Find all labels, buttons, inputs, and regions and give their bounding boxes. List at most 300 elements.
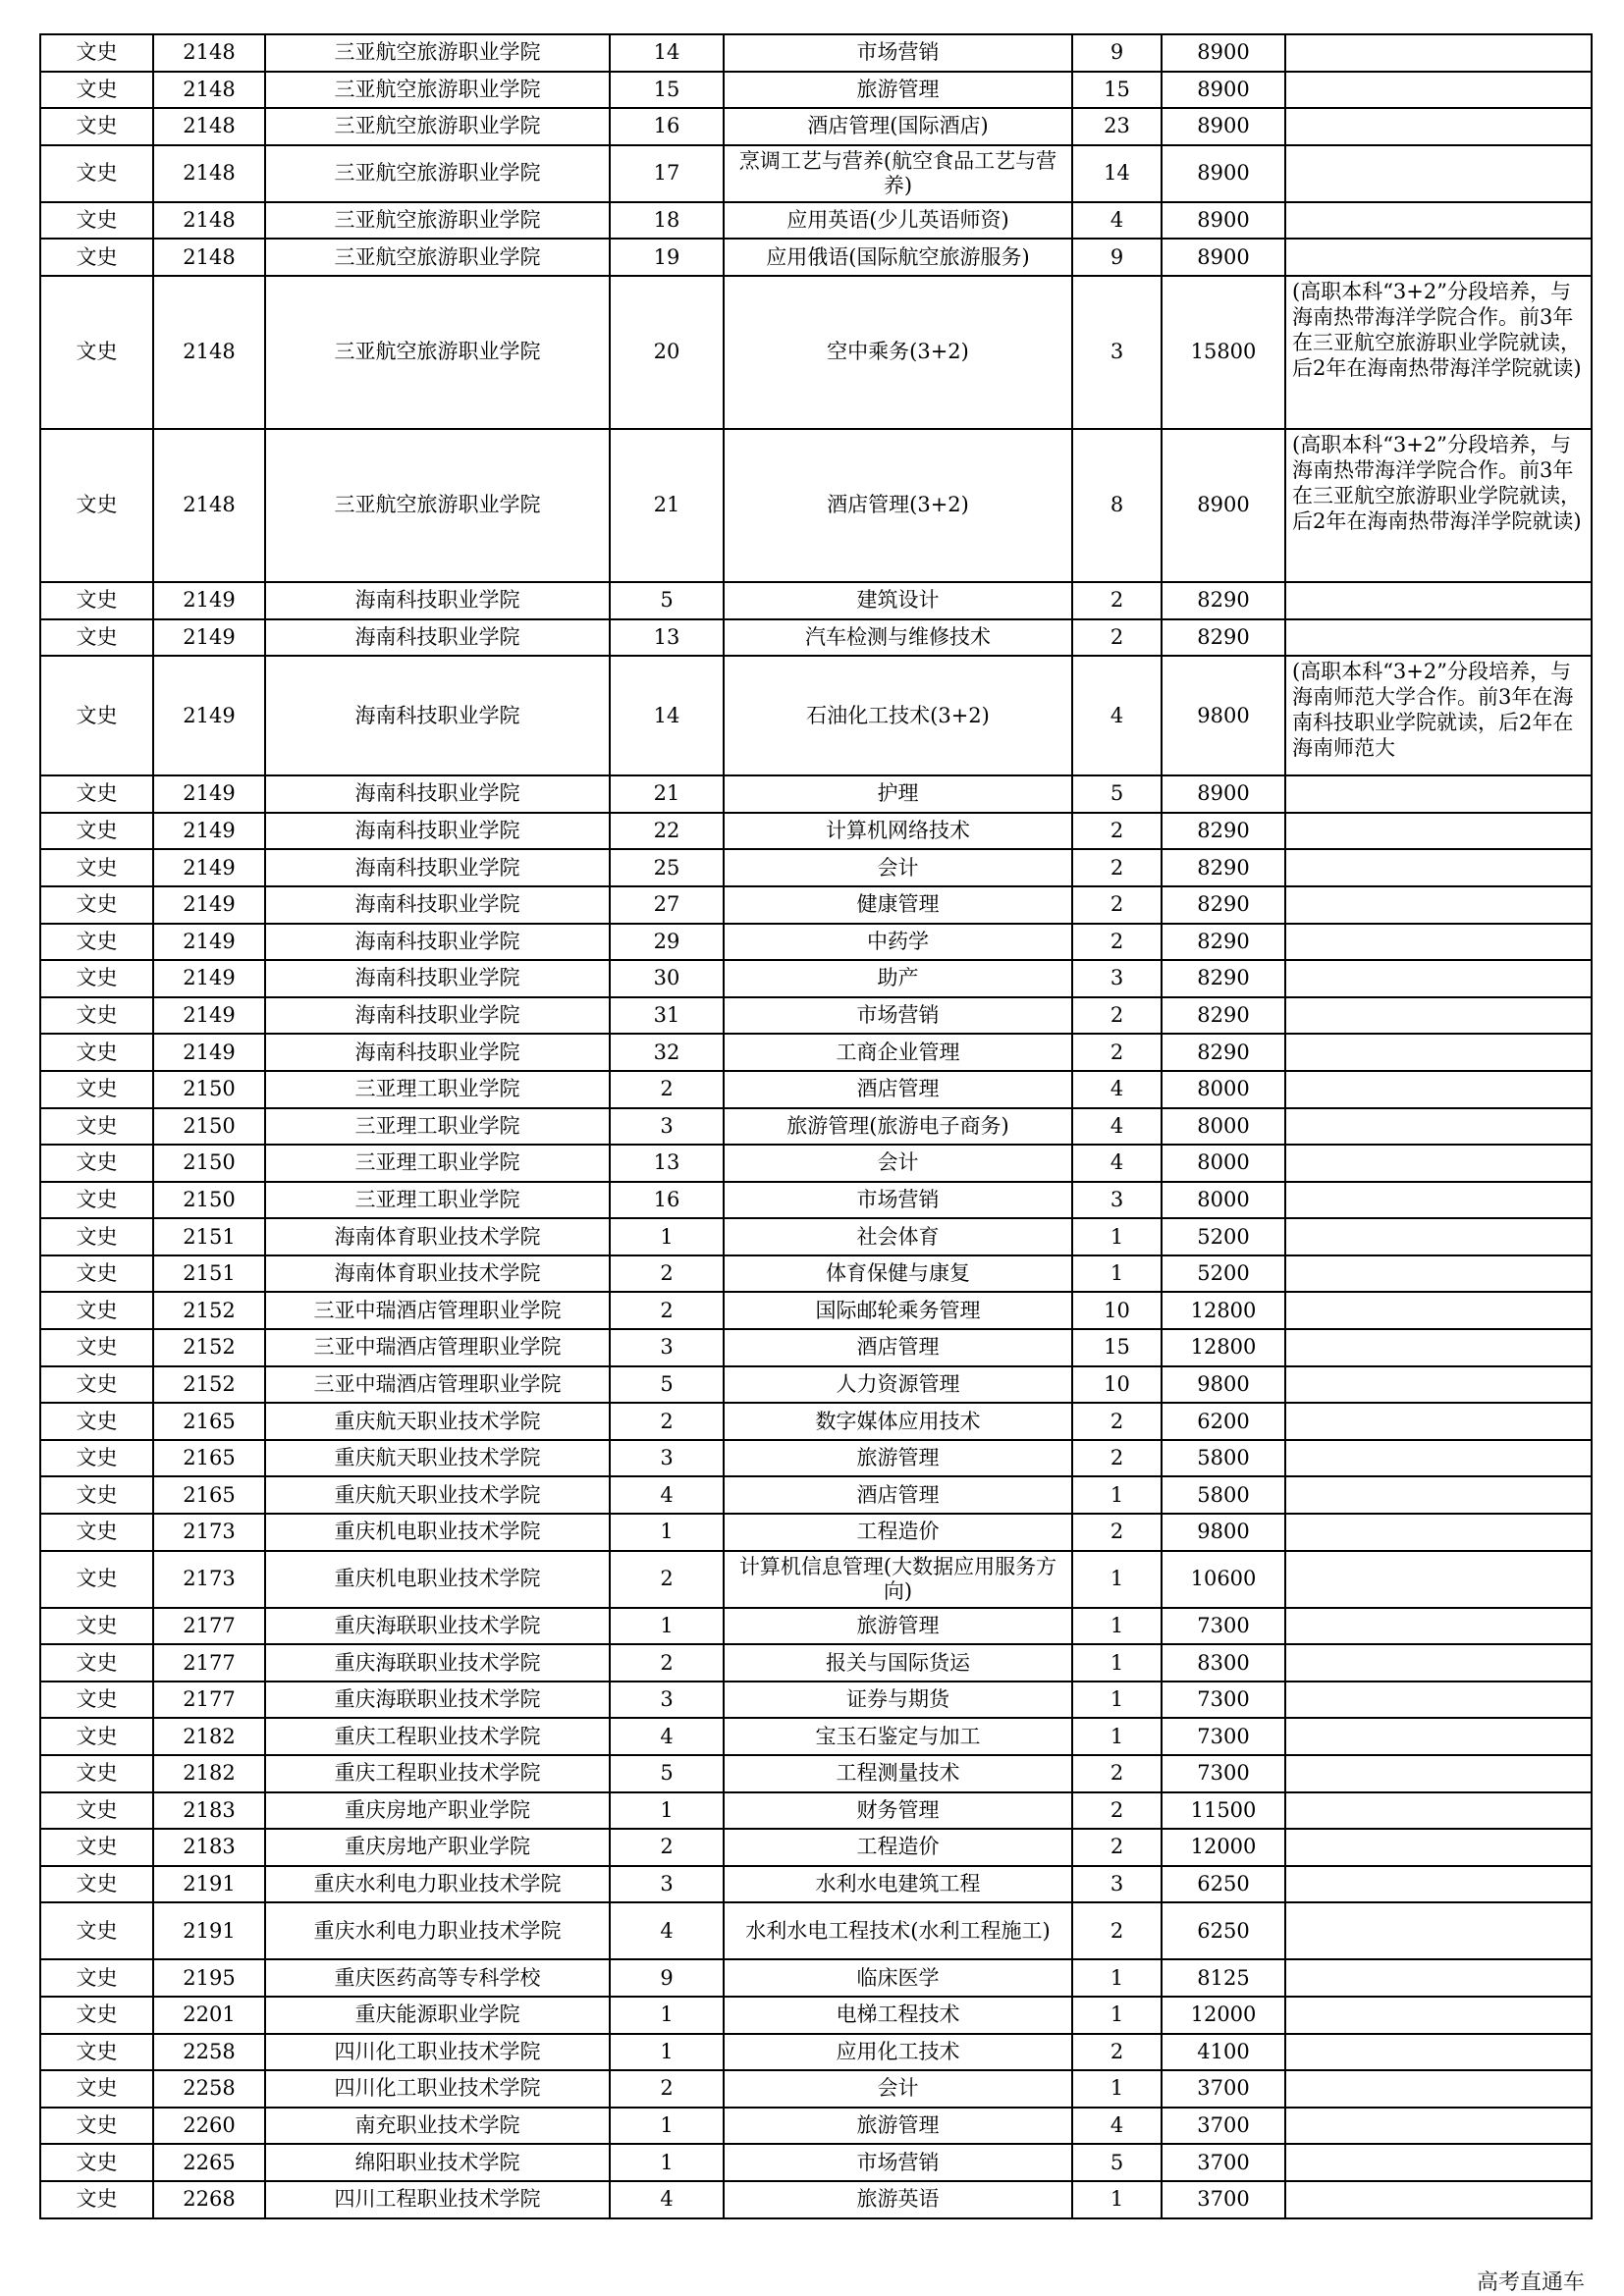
school-name-cell: 南充职业技术学院 <box>265 2108 610 2145</box>
remark-cell <box>1285 239 1592 276</box>
school-name-cell: 海南科技职业学院 <box>265 1034 610 1071</box>
plan-count-cell: 2 <box>1072 1034 1162 1071</box>
school-code-cell: 2151 <box>153 1218 265 1255</box>
school-name-cell: 重庆机电职业技术学院 <box>265 1514 610 1551</box>
plan-count-cell: 3 <box>1072 276 1162 429</box>
table-row <box>40 1514 1592 1551</box>
table-row <box>40 1476 1592 1514</box>
category-cell: 文史 <box>40 2108 153 2145</box>
major-name-cell: 工程造价 <box>724 1514 1072 1551</box>
school-name-cell: 三亚航空旅游职业学院 <box>265 276 610 429</box>
major-code-cell: 2 <box>610 1644 724 1682</box>
table-row <box>40 1902 1592 1959</box>
table-row <box>40 813 1592 850</box>
major-name-cell: 市场营销 <box>724 997 1072 1035</box>
major-name-cell: 工程测量技术 <box>724 1755 1072 1792</box>
major-code-cell: 3 <box>610 1440 724 1477</box>
category-cell: 文史 <box>40 960 153 997</box>
plan-count-cell: 2 <box>1072 1829 1162 1866</box>
school-name-cell: 海南科技职业学院 <box>265 849 610 886</box>
major-name-cell: 工商企业管理 <box>724 1034 1072 1071</box>
school-name-cell: 海南科技职业学院 <box>265 960 610 997</box>
major-name-cell: 旅游管理(旅游电子商务) <box>724 1108 1072 1146</box>
tuition-cell: 8125 <box>1162 1959 1285 1997</box>
major-code-cell: 1 <box>610 2034 724 2071</box>
tuition-cell: 3700 <box>1162 2181 1285 2218</box>
tuition-cell: 5800 <box>1162 1440 1285 1477</box>
major-name-cell: 酒店管理(国际酒店) <box>724 108 1072 145</box>
school-name-cell: 重庆海联职业技术学院 <box>265 1608 610 1645</box>
major-name-cell: 旅游管理 <box>724 1608 1072 1645</box>
category-cell: 文史 <box>40 1034 153 1071</box>
major-code-cell: 16 <box>610 1182 724 1219</box>
tuition-cell: 8900 <box>1162 72 1285 109</box>
plan-count-cell: 1 <box>1072 1682 1162 1719</box>
school-code-cell: 2177 <box>153 1644 265 1682</box>
major-name-cell: 酒店管理 <box>724 1071 1072 1108</box>
table-row <box>40 775 1592 813</box>
plan-count-cell: 1 <box>1072 1997 1162 2034</box>
school-code-cell: 2148 <box>153 108 265 145</box>
major-name-cell: 市场营销 <box>724 2144 1072 2181</box>
major-name-cell: 汽车检测与维修技术 <box>724 619 1072 657</box>
tuition-cell: 8290 <box>1162 849 1285 886</box>
remark-cell: (高职本科“3+2”分段培养，与海南师范大学合作。前3年在海南科技职业学院就读，后2年在海南师范大 <box>1285 656 1592 775</box>
remark-cell <box>1285 1551 1592 1608</box>
tuition-cell: 8290 <box>1162 813 1285 850</box>
category-cell: 文史 <box>40 1997 153 2034</box>
major-name-cell: 建筑设计 <box>724 582 1072 619</box>
tuition-cell: 8900 <box>1162 34 1285 72</box>
major-code-cell: 3 <box>610 1329 724 1366</box>
remark-cell <box>1285 1182 1592 1219</box>
school-code-cell: 2149 <box>153 960 265 997</box>
school-name-cell: 海南科技职业学院 <box>265 582 610 619</box>
major-name-cell: 应用化工技术 <box>724 2034 1072 2071</box>
remark-cell <box>1285 1476 1592 1514</box>
school-code-cell: 2148 <box>153 145 265 202</box>
plan-count-cell: 2 <box>1072 813 1162 850</box>
tuition-cell: 12800 <box>1162 1292 1285 1329</box>
table-row <box>40 145 1592 202</box>
school-name-cell: 三亚理工职业学院 <box>265 1108 610 1146</box>
school-name-cell: 三亚航空旅游职业学院 <box>265 145 610 202</box>
major-code-cell: 19 <box>610 239 724 276</box>
remark-cell <box>1285 1644 1592 1682</box>
school-name-cell: 三亚理工职业学院 <box>265 1071 610 1108</box>
plan-count-cell: 2 <box>1072 886 1162 924</box>
school-name-cell: 海南科技职业学院 <box>265 997 610 1035</box>
tuition-cell: 8900 <box>1162 775 1285 813</box>
major-name-cell: 旅游管理 <box>724 2108 1072 2145</box>
category-cell: 文史 <box>40 1829 153 1866</box>
remark-cell <box>1285 1440 1592 1477</box>
tuition-cell: 7300 <box>1162 1718 1285 1755</box>
table-row <box>40 1292 1592 1329</box>
major-name-cell: 计算机信息管理(大数据应用服务方向) <box>724 1551 1072 1608</box>
school-code-cell: 2148 <box>153 239 265 276</box>
major-name-cell: 市场营销 <box>724 1182 1072 1219</box>
category-cell: 文史 <box>40 2070 153 2108</box>
tuition-cell: 10600 <box>1162 1551 1285 1608</box>
school-name-cell: 三亚航空旅游职业学院 <box>265 72 610 109</box>
tuition-cell: 8290 <box>1162 886 1285 924</box>
table-row <box>40 619 1592 657</box>
table-row <box>40 960 1592 997</box>
remark-cell <box>1285 1608 1592 1645</box>
remark-cell <box>1285 1755 1592 1792</box>
major-code-cell: 5 <box>610 1755 724 1792</box>
tuition-cell: 7300 <box>1162 1608 1285 1645</box>
major-name-cell: 工程造价 <box>724 1829 1072 1866</box>
major-code-cell: 29 <box>610 924 724 961</box>
plan-count-cell: 1 <box>1072 1218 1162 1255</box>
major-code-cell: 18 <box>610 202 724 240</box>
school-code-cell: 2165 <box>153 1440 265 1477</box>
school-code-cell: 2182 <box>153 1718 265 1755</box>
school-code-cell: 2150 <box>153 1145 265 1182</box>
table-row <box>40 582 1592 619</box>
remark-cell <box>1285 775 1592 813</box>
school-name-cell: 海南科技职业学院 <box>265 924 610 961</box>
category-cell: 文史 <box>40 2181 153 2218</box>
plan-count-cell: 4 <box>1072 1108 1162 1146</box>
table-row <box>40 2144 1592 2181</box>
category-cell: 文史 <box>40 202 153 240</box>
remark-cell <box>1285 72 1592 109</box>
plan-count-cell: 4 <box>1072 656 1162 775</box>
major-code-cell: 5 <box>610 1366 724 1404</box>
major-name-cell: 旅游管理 <box>724 1440 1072 1477</box>
category-cell: 文史 <box>40 72 153 109</box>
plan-count-cell: 2 <box>1072 849 1162 886</box>
plan-count-cell: 2 <box>1072 1755 1162 1792</box>
tuition-cell: 6250 <box>1162 1866 1285 1903</box>
plan-count-cell: 1 <box>1072 2181 1162 2218</box>
table-row <box>40 1108 1592 1146</box>
plan-count-cell: 2 <box>1072 997 1162 1035</box>
category-cell: 文史 <box>40 924 153 961</box>
major-name-cell: 宝玉石鉴定与加工 <box>724 1718 1072 1755</box>
major-code-cell: 13 <box>610 1145 724 1182</box>
school-code-cell: 2195 <box>153 1959 265 1997</box>
plan-count-cell: 2 <box>1072 1792 1162 1830</box>
remark-cell <box>1285 960 1592 997</box>
tuition-cell: 7300 <box>1162 1682 1285 1719</box>
remark-cell <box>1285 108 1592 145</box>
category-cell: 文史 <box>40 239 153 276</box>
category-cell: 文史 <box>40 1403 153 1440</box>
table-row <box>40 1366 1592 1404</box>
remark-cell <box>1285 886 1592 924</box>
school-code-cell: 2149 <box>153 886 265 924</box>
school-name-cell: 海南科技职业学院 <box>265 775 610 813</box>
tuition-cell: 8300 <box>1162 1644 1285 1682</box>
tuition-cell: 8900 <box>1162 145 1285 202</box>
category-cell: 文史 <box>40 145 153 202</box>
remark-cell <box>1285 1108 1592 1146</box>
major-name-cell: 人力资源管理 <box>724 1366 1072 1404</box>
category-cell: 文史 <box>40 656 153 775</box>
school-code-cell: 2150 <box>153 1108 265 1146</box>
school-code-cell: 2183 <box>153 1829 265 1866</box>
plan-count-cell: 3 <box>1072 960 1162 997</box>
major-code-cell: 21 <box>610 775 724 813</box>
school-code-cell: 2177 <box>153 1682 265 1719</box>
major-code-cell: 4 <box>610 1718 724 1755</box>
tuition-cell: 12000 <box>1162 1829 1285 1866</box>
table-row <box>40 924 1592 961</box>
remark-cell <box>1285 1718 1592 1755</box>
table-row <box>40 1255 1592 1293</box>
remark-cell <box>1285 1145 1592 1182</box>
school-name-cell: 三亚理工职业学院 <box>265 1182 610 1219</box>
major-name-cell: 电梯工程技术 <box>724 1997 1072 2034</box>
major-name-cell: 应用俄语(国际航空旅游服务) <box>724 239 1072 276</box>
major-code-cell: 2 <box>610 1255 724 1293</box>
category-cell: 文史 <box>40 1476 153 1514</box>
tuition-cell: 3700 <box>1162 2108 1285 2145</box>
category-cell: 文史 <box>40 1608 153 1645</box>
table-row <box>40 1034 1592 1071</box>
plan-count-cell: 2 <box>1072 582 1162 619</box>
table-row <box>40 34 1592 72</box>
plan-count-cell: 23 <box>1072 108 1162 145</box>
school-code-cell: 2152 <box>153 1366 265 1404</box>
category-cell: 文史 <box>40 1644 153 1682</box>
school-name-cell: 重庆海联职业技术学院 <box>265 1682 610 1719</box>
table-row <box>40 1755 1592 1792</box>
major-code-cell: 25 <box>610 849 724 886</box>
category-cell: 文史 <box>40 108 153 145</box>
table-row <box>40 1644 1592 1682</box>
remark-cell <box>1285 1403 1592 1440</box>
major-code-cell: 32 <box>610 1034 724 1071</box>
plan-count-cell: 1 <box>1072 1608 1162 1645</box>
category-cell: 文史 <box>40 34 153 72</box>
tuition-cell: 4100 <box>1162 2034 1285 2071</box>
remark-cell <box>1285 849 1592 886</box>
plan-count-cell: 2 <box>1072 1403 1162 1440</box>
remark-cell <box>1285 1959 1592 1997</box>
tuition-cell: 11500 <box>1162 1792 1285 1830</box>
major-name-cell: 健康管理 <box>724 886 1072 924</box>
major-code-cell: 1 <box>610 1608 724 1645</box>
major-code-cell: 13 <box>610 619 724 657</box>
remark-cell <box>1285 924 1592 961</box>
major-name-cell: 旅游英语 <box>724 2181 1072 2218</box>
category-cell: 文史 <box>40 1755 153 1792</box>
plan-count-cell: 1 <box>1072 1718 1162 1755</box>
major-name-cell: 旅游管理 <box>724 72 1072 109</box>
remark-cell <box>1285 2144 1592 2181</box>
remark-cell <box>1285 2181 1592 2218</box>
major-name-cell: 社会体育 <box>724 1218 1072 1255</box>
table-row <box>40 239 1592 276</box>
school-code-cell: 2148 <box>153 72 265 109</box>
school-name-cell: 重庆水利电力职业技术学院 <box>265 1902 610 1959</box>
major-code-cell: 3 <box>610 1682 724 1719</box>
tuition-cell: 8900 <box>1162 202 1285 240</box>
major-name-cell: 空中乘务(3+2) <box>724 276 1072 429</box>
major-name-cell: 护理 <box>724 775 1072 813</box>
major-name-cell: 市场营销 <box>724 34 1072 72</box>
category-cell: 文史 <box>40 1218 153 1255</box>
remark-cell <box>1285 1792 1592 1830</box>
school-name-cell: 重庆工程职业技术学院 <box>265 1755 610 1792</box>
tuition-cell: 3700 <box>1162 2144 1285 2181</box>
remark-cell <box>1285 1902 1592 1959</box>
category-cell: 文史 <box>40 997 153 1035</box>
category-cell: 文史 <box>40 1514 153 1551</box>
school-name-cell: 四川化工职业技术学院 <box>265 2034 610 2071</box>
plan-count-cell: 2 <box>1072 924 1162 961</box>
school-name-cell: 三亚中瑞酒店管理职业学院 <box>265 1329 610 1366</box>
tuition-cell: 7300 <box>1162 1755 1285 1792</box>
school-code-cell: 2151 <box>153 1255 265 1293</box>
plan-count-cell: 2 <box>1072 619 1162 657</box>
category-cell: 文史 <box>40 1071 153 1108</box>
school-code-cell: 2201 <box>153 1997 265 2034</box>
table-row <box>40 656 1592 775</box>
category-cell: 文史 <box>40 1366 153 1404</box>
remark-cell <box>1285 2034 1592 2071</box>
major-name-cell: 临床医学 <box>724 1959 1072 1997</box>
school-code-cell: 2173 <box>153 1551 265 1608</box>
school-name-cell: 三亚航空旅游职业学院 <box>265 34 610 72</box>
school-code-cell: 2149 <box>153 656 265 775</box>
school-name-cell: 重庆海联职业技术学院 <box>265 1644 610 1682</box>
table-row <box>40 1718 1592 1755</box>
school-code-cell: 2149 <box>153 924 265 961</box>
remark-cell <box>1285 1218 1592 1255</box>
category-cell: 文史 <box>40 1902 153 1959</box>
plan-count-cell: 1 <box>1072 1476 1162 1514</box>
plan-count-cell: 9 <box>1072 34 1162 72</box>
major-code-cell: 1 <box>610 1792 724 1830</box>
school-name-cell: 海南体育职业技术学院 <box>265 1255 610 1293</box>
school-code-cell: 2265 <box>153 2144 265 2181</box>
tuition-cell: 8000 <box>1162 1145 1285 1182</box>
school-code-cell: 2183 <box>153 1792 265 1830</box>
tuition-cell: 5800 <box>1162 1476 1285 1514</box>
plan-count-cell: 9 <box>1072 239 1162 276</box>
category-cell: 文史 <box>40 1551 153 1608</box>
remark-cell: (高职本科“3+2”分段培养，与海南热带海洋学院合作。前3年在三亚航空旅游职业学院就读，后2年在海南热带海洋学院就读) <box>1285 429 1592 582</box>
plan-count-cell: 8 <box>1072 429 1162 582</box>
tuition-cell: 8290 <box>1162 997 1285 1035</box>
tuition-cell: 8290 <box>1162 924 1285 961</box>
remark-cell <box>1285 619 1592 657</box>
school-name-cell: 四川工程职业技术学院 <box>265 2181 610 2218</box>
major-name-cell: 助产 <box>724 960 1072 997</box>
tuition-cell: 15800 <box>1162 276 1285 429</box>
school-name-cell: 海南科技职业学院 <box>265 886 610 924</box>
major-code-cell: 2 <box>610 1071 724 1108</box>
major-code-cell: 21 <box>610 429 724 582</box>
major-code-cell: 14 <box>610 34 724 72</box>
major-code-cell: 20 <box>610 276 724 429</box>
school-name-cell: 海南体育职业技术学院 <box>265 1218 610 1255</box>
major-code-cell: 4 <box>610 1476 724 1514</box>
school-name-cell: 三亚中瑞酒店管理职业学院 <box>265 1366 610 1404</box>
category-cell: 文史 <box>40 1718 153 1755</box>
major-code-cell: 4 <box>610 1902 724 1959</box>
school-code-cell: 2149 <box>153 997 265 1035</box>
table-row <box>40 849 1592 886</box>
remark-cell <box>1285 34 1592 72</box>
school-code-cell: 2149 <box>153 1034 265 1071</box>
major-name-cell: 石油化工技术(3+2) <box>724 656 1072 775</box>
major-name-cell: 计算机网络技术 <box>724 813 1072 850</box>
remark-cell <box>1285 1997 1592 2034</box>
plan-count-cell: 4 <box>1072 1071 1162 1108</box>
school-code-cell: 2149 <box>153 775 265 813</box>
category-cell: 文史 <box>40 619 153 657</box>
major-code-cell: 4 <box>610 2181 724 2218</box>
category-cell: 文史 <box>40 1682 153 1719</box>
tuition-cell: 8900 <box>1162 429 1285 582</box>
plan-count-cell: 1 <box>1072 1644 1162 1682</box>
category-cell: 文史 <box>40 1145 153 1182</box>
remark-cell <box>1285 202 1592 240</box>
major-code-cell: 2 <box>610 2070 724 2108</box>
school-name-cell: 重庆医药高等专科学校 <box>265 1959 610 1997</box>
major-name-cell: 酒店管理 <box>724 1329 1072 1366</box>
major-name-cell: 酒店管理 <box>724 1476 1072 1514</box>
school-code-cell: 2149 <box>153 619 265 657</box>
school-name-cell: 重庆机电职业技术学院 <box>265 1551 610 1608</box>
table-row <box>40 997 1592 1035</box>
watermark: 高考直通车 <box>1476 2270 1585 2295</box>
school-name-cell: 重庆航天职业技术学院 <box>265 1403 610 1440</box>
remark-cell <box>1285 997 1592 1035</box>
major-code-cell: 15 <box>610 72 724 109</box>
major-name-cell: 证券与期货 <box>724 1682 1072 1719</box>
plan-count-cell: 1 <box>1072 1959 1162 1997</box>
category-cell: 文史 <box>40 849 153 886</box>
school-name-cell: 重庆水利电力职业技术学院 <box>265 1866 610 1903</box>
plan-count-cell: 1 <box>1072 1255 1162 1293</box>
tuition-cell: 6250 <box>1162 1902 1285 1959</box>
major-code-cell: 31 <box>610 997 724 1035</box>
major-name-cell: 应用英语(少儿英语师资) <box>724 202 1072 240</box>
category-cell: 文史 <box>40 1255 153 1293</box>
category-cell: 文史 <box>40 886 153 924</box>
tuition-cell: 5200 <box>1162 1255 1285 1293</box>
major-code-cell: 22 <box>610 813 724 850</box>
school-name-cell: 重庆能源职业学院 <box>265 1997 610 2034</box>
school-code-cell: 2152 <box>153 1292 265 1329</box>
table-row <box>40 1682 1592 1719</box>
major-name-cell: 国际邮轮乘务管理 <box>724 1292 1072 1329</box>
school-code-cell: 2173 <box>153 1514 265 1551</box>
table-row <box>40 72 1592 109</box>
category-cell: 文史 <box>40 2034 153 2071</box>
plan-count-cell: 14 <box>1072 145 1162 202</box>
category-cell: 文史 <box>40 813 153 850</box>
plan-count-cell: 2 <box>1072 1902 1162 1959</box>
category-cell: 文史 <box>40 582 153 619</box>
school-code-cell: 2268 <box>153 2181 265 2218</box>
remark-cell <box>1285 145 1592 202</box>
school-name-cell: 重庆房地产职业学院 <box>265 1829 610 1866</box>
school-name-cell: 三亚航空旅游职业学院 <box>265 108 610 145</box>
table-row <box>40 1403 1592 1440</box>
remark-cell: (高职本科“3+2”分段培养，与海南热带海洋学院合作。前3年在三亚航空旅游职业学院就读，后2年在海南热带海洋学院就读) <box>1285 276 1592 429</box>
major-name-cell: 数字媒体应用技术 <box>724 1403 1072 1440</box>
tuition-cell: 8000 <box>1162 1108 1285 1146</box>
